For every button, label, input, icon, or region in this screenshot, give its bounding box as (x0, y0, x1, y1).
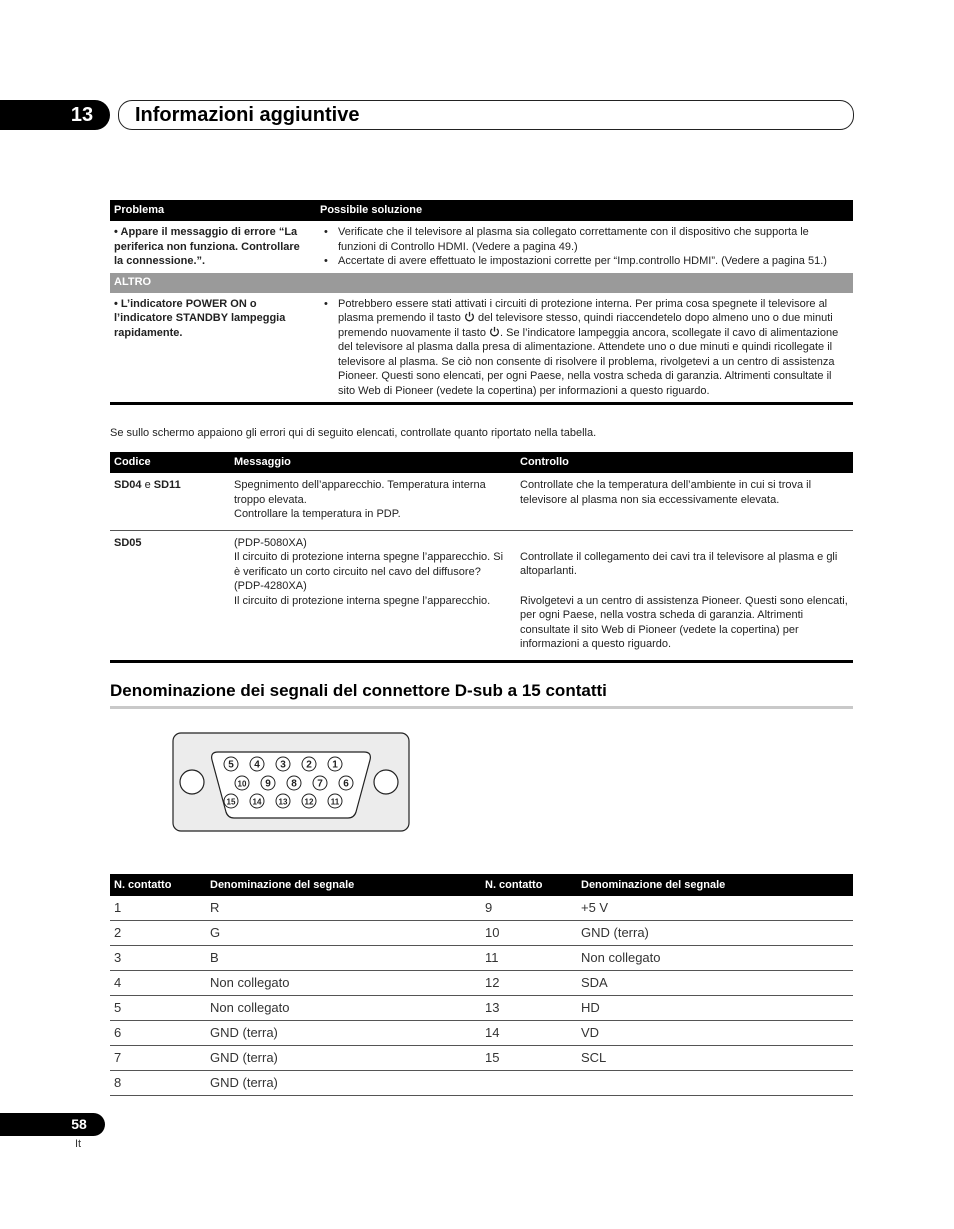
pin-signal-table (110, 874, 853, 1096)
section-row (110, 273, 853, 293)
pin-number: 11 (481, 946, 577, 971)
col-header-check: Controllo (516, 452, 853, 473)
solution-item: • Verificate che il televisore al plasma sia collegato correttamente con il dispositivo che supporta le funzioni di Controllo HDMI. (Vedere a pagina 49.) (338, 225, 849, 254)
pin-number: 15 (481, 1046, 577, 1071)
table-row (110, 896, 853, 921)
pin-label: 8 (291, 778, 297, 790)
pin-number: 14 (481, 1021, 577, 1046)
pin-number: 12 (481, 971, 577, 996)
col-header-code: Codice (110, 452, 230, 473)
signal-name: HD (577, 996, 853, 1021)
signal-name: Non collegato (206, 996, 481, 1021)
signal-name: GND (terra) (206, 1021, 481, 1046)
section-title: Denominazione dei segnali del connettore D-sub a 15 contatti (110, 681, 607, 700)
signal-name: VD (577, 1021, 853, 1046)
chapter-number: 13 (70, 104, 94, 126)
table-row (110, 971, 853, 996)
table-row (110, 1046, 853, 1071)
power-icon (464, 311, 475, 322)
solution-item: • Accertate di avere effettuato le impostazioni corrette per “Imp.controllo HDMI”. (Vedere a pagina 51.) (338, 254, 849, 269)
signal-name (577, 1071, 853, 1096)
table-row (110, 293, 853, 404)
signal-name: +5 V (577, 896, 853, 921)
signal-name: Non collegato (577, 946, 853, 971)
col-header-pin: N. contatto (110, 874, 206, 896)
pin-number: 1 (110, 896, 206, 921)
pin-label: 4 (254, 759, 260, 771)
signal-name: R (206, 896, 481, 921)
col-header-solution: Possibile soluzione (316, 200, 853, 221)
pin-label: 3 (280, 759, 286, 771)
signal-name: G (206, 921, 481, 946)
pin-label: 9 (265, 778, 271, 790)
col-header-pin: N. contatto (481, 874, 577, 896)
table-row (110, 1071, 853, 1096)
pin-label: 2 (306, 759, 312, 771)
error-message: (PDP-5080XA) Il circuito di protezione interna spegne l’apparecchio. Si è verificato un corto circuito nel cavo del diffusore? (PDP-4280XA) Il circuito di protezione interna spegne l’apparecchio. (234, 536, 504, 607)
error-table-intro: Se sullo schermo appaiono gli errori qui di seguito elencati, controllate quanto riportato nella tabella. (110, 427, 597, 439)
pin-label: 12 (304, 797, 314, 807)
error-message: Spegnimento dell’apparecchio. Temperatura interna troppo elevata. Controllare la temperatura in PDP. (230, 473, 516, 530)
solution-cell (316, 221, 853, 273)
table-row (110, 921, 853, 946)
signal-name: GND (terra) (577, 921, 853, 946)
table-row (110, 530, 853, 661)
col-header-signal: Denominazione del segnale (206, 874, 481, 896)
problem-cell: • Appare il messaggio di errore “La periferica non funziona. Controllare la connessione.”. (114, 226, 300, 267)
pin-number: 10 (481, 921, 577, 946)
pin-label: 13 (278, 797, 288, 807)
pin-number: 9 (481, 896, 577, 921)
pin-label: 15 (226, 797, 236, 807)
solution-item: • Potrebbero essere stati attivati i circuiti di protezione interna. Per prima cosa spegnete il televisore al plasma premendo il tasto del televisore stesso, quindi riaccendetelo dopo almeno uno o due minuti premendo nuovamente il tasto . Se l’indicatore lampeggia ancora, scollegate il cavo di alimentazione del televisore al plasma dalla presa di alimentazione. Attendete uno o due minuti e quindi ricollegate il televisore al plasma. Se ciò non consente di risolvere il problema, rivolgetevi a un centro di assistenza Pioneer. Questi sono elencati, per ogni Paese, nella vostra scheda di garanzia. Altrimenti consultate il sito Web di Pioneer (vedete la copertina) per informazioni a questo riguardo. (338, 297, 849, 399)
problem-cell: • L’indicatore POWER ON o l’indicatore STANDBY lampeggia rapidamente. (114, 297, 286, 339)
power-icon (489, 326, 500, 337)
signal-name: GND (terra) (206, 1071, 481, 1096)
dsub-connector-diagram (172, 732, 410, 832)
signal-name: Non collegato (206, 971, 481, 996)
pin-number: 4 (110, 971, 206, 996)
page-number: 58 (71, 1116, 87, 1132)
signal-name: GND (terra) (206, 1046, 481, 1071)
chapter-title: Informazioni aggiuntive (135, 104, 360, 126)
table-row (110, 473, 853, 530)
solution-cell (316, 293, 853, 404)
pin-number: 6 (110, 1021, 206, 1046)
pin-number: 5 (110, 996, 206, 1021)
table-row (110, 1021, 853, 1046)
pin-number: 7 (110, 1046, 206, 1071)
col-header-message: Messaggio (230, 452, 516, 473)
pin-number: 8 (110, 1071, 206, 1096)
signal-name: SCL (577, 1046, 853, 1071)
col-header-problem: Problema (110, 200, 316, 221)
error-code-table (110, 452, 853, 663)
signal-name: SDA (577, 971, 853, 996)
pin-number: 2 (110, 921, 206, 946)
error-check: Controllate che la temperatura dell’ambiente in cui si trova il televisore al plasma non sia eccessivamente elevata. (516, 473, 853, 530)
pin-label: 5 (228, 759, 234, 771)
pin-number: 3 (110, 946, 206, 971)
table-row (110, 221, 853, 273)
pin-label: 7 (317, 778, 323, 790)
language-code: It (75, 1138, 82, 1150)
pin-label: 11 (330, 797, 340, 807)
pin-number (481, 1071, 577, 1096)
signal-name: B (206, 946, 481, 971)
pin-label: 10 (237, 779, 247, 789)
pin-label: 14 (252, 797, 262, 807)
troubleshooting-table (110, 200, 853, 405)
section-rule (110, 706, 853, 709)
pin-label: 1 (332, 759, 338, 771)
table-row (110, 946, 853, 971)
error-check: Controllate il collegamento dei cavi tra il televisore al plasma e gli altoparlanti. Rivolgetevi a un centro di assistenza Pioneer. Questi sono elencati, per ogni Paese, nella vostra scheda di garanzia. Altrimenti consultate il sito Web di Pioneer (vedete la copertina) per informazioni a questo riguardo. (520, 550, 848, 650)
error-code: SD04 e SD11 (110, 473, 230, 530)
error-code: SD05 (114, 536, 142, 549)
section-label: ALTRO (110, 273, 853, 293)
pin-label: 6 (343, 778, 349, 790)
table-row (110, 996, 853, 1021)
col-header-signal: Denominazione del segnale (577, 874, 853, 896)
pin-number: 13 (481, 996, 577, 1021)
